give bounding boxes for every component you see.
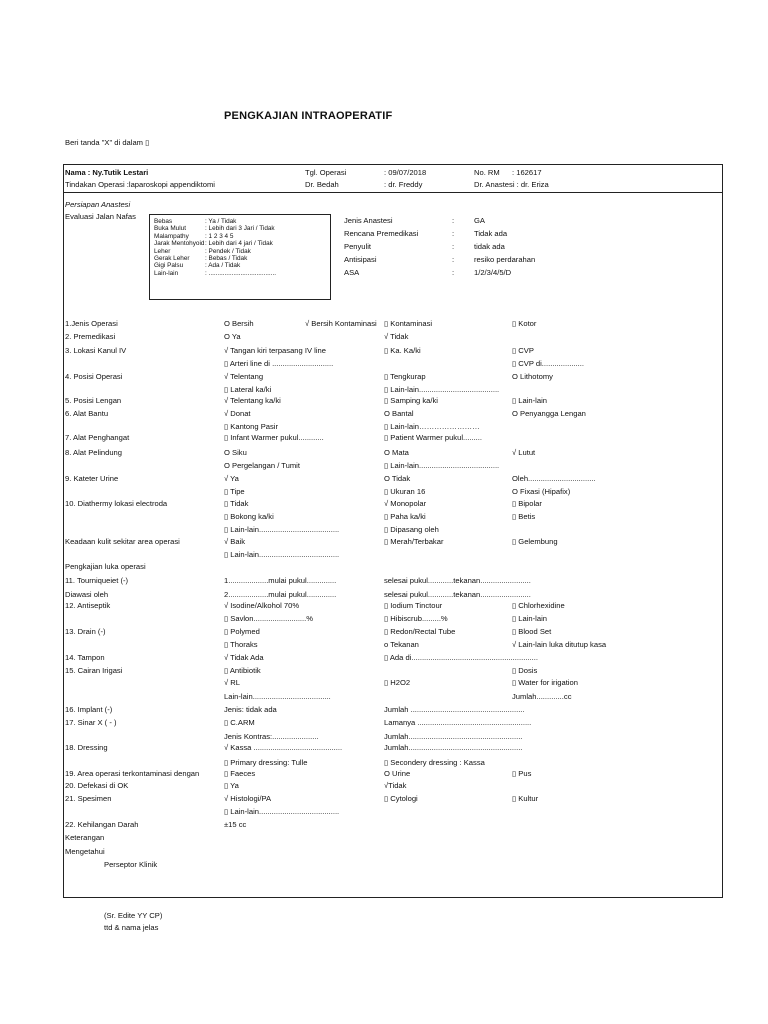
checklist-option: ▯ Tidak (224, 499, 249, 508)
airway-item-value: : Pendek / Tidak (205, 247, 251, 255)
plan-item-colon: : (452, 216, 455, 225)
checklist-option: ▯ Faeces (224, 769, 256, 778)
airway-item-label: Leher (154, 247, 171, 255)
checklist-row-label: 9. Kateter Urine (65, 474, 119, 483)
checklist-option: ▯ Dipasang oleh (384, 525, 439, 534)
checklist-option: √ Tidak Ada (224, 653, 264, 662)
checklist-row-label: 3. Lokasi Kanul IV (65, 346, 127, 355)
checklist-option: Jumlah.............cc (512, 692, 572, 701)
checklist-option: ▯ Ada di............................................................ (384, 653, 538, 662)
plan-item-value: GA (474, 216, 485, 225)
plan-item-label: Rencana Premedikasi (344, 229, 419, 238)
patient-name: Nama : Ny.Tutik Lestari (65, 168, 149, 177)
procedure-name: Tindakan Operasi :laparoskopi appendiktomi (65, 180, 215, 189)
checklist-option: ▯ Paha ka/ki (384, 512, 426, 521)
airway-item-value: : 1 2 3 4 5 (205, 232, 234, 240)
checklist-option: 2...................mulai pukul.............. (224, 590, 337, 599)
airway-item-value: : ...................................... (205, 269, 277, 277)
acknowledged-label: Mengetahui (65, 847, 105, 856)
checklist-option: ▯ Ka. Ka/ki (384, 346, 421, 355)
checklist-option: √ Monopolar (384, 499, 427, 508)
checklist-option: Jenis: tidak ada (224, 705, 277, 714)
anesthesiologist: Dr. Anastesi : dr. Eriza (474, 180, 549, 189)
checklist-option: ±15 cc (224, 820, 247, 829)
checklist-option: √ Tidak (384, 332, 409, 341)
plan-item-colon: : (452, 229, 455, 238)
instruction-text: Beri tanda "X" di dalam ▯ (65, 138, 150, 147)
surgeon-value: : dr. Freddy (384, 180, 423, 189)
header-divider (63, 192, 723, 193)
checklist-option: ▯ Lain-lain...................................... (384, 385, 500, 394)
checklist-option: O Lithotomy (512, 372, 553, 381)
checklist-option: ▯ Kontaminasi (384, 319, 433, 328)
airway-evaluation-label: Evaluasi Jalan Nafas (65, 212, 136, 221)
checklist-option: ▯ Lain-lain…………………… (384, 422, 480, 431)
checklist-option: ▯ Tipe (224, 487, 245, 496)
checklist-option: ▯ Lain-lain (512, 396, 547, 405)
checklist-row-label: 12. Antiseptik (65, 601, 111, 610)
checklist-option: O Ya (224, 332, 241, 341)
checklist-row-label: 4. Posisi Operasi (65, 372, 123, 381)
checklist-option: Jumlah...................................................... (384, 732, 523, 741)
checklist-option: ▯ Lain-lain...................................... (224, 550, 340, 559)
checklist-option: ▯ Savlon.........................% (224, 614, 314, 623)
checklist-option: ▯ Infant Warmer pukul............ (224, 433, 324, 442)
checklist-option: ▯ C.ARM (224, 718, 255, 727)
checklist-option: ▯ Merah/Terbakar (384, 537, 444, 546)
checklist-option: √ Baik (224, 537, 246, 546)
operation-date-label: Tgl. Operasi (305, 168, 347, 177)
airway-item-label: Malampathy (154, 232, 189, 240)
checklist-row-label: Pengkajian luka operasi (65, 562, 146, 571)
plan-item-colon: : (452, 255, 455, 264)
checklist-option: O Siku (224, 448, 247, 457)
airway-item-value: : Ada / Tidak (205, 262, 241, 270)
checklist-option: ▯ Chlorhexidine (512, 601, 565, 610)
checklist-option: ▯ Lain-lain...................................... (224, 525, 340, 534)
medical-record-value: : 162617 (512, 168, 542, 177)
checklist-option: √ Donat (224, 409, 251, 418)
plan-item-label: Penyulit (344, 242, 372, 251)
checklist-option: Oleh................................ (512, 474, 596, 483)
checklist-option: ▯ Lain-lain...................................... (384, 461, 500, 470)
anesthesia-prep-heading: Persiapan Anastesi (65, 200, 131, 209)
checklist-option: ▯ Kantong Pasir (224, 422, 278, 431)
checklist-option: O Tidak (384, 474, 411, 483)
checklist-option: ▯ Secondery dressing : Kassa (384, 758, 485, 767)
checklist-option: √Tidak (384, 781, 407, 790)
checklist-option: ▯ Hibiscrub.........% (384, 614, 448, 623)
checklist-row-label: 20. Defekasi di OK (65, 781, 129, 790)
airway-item-label: Bebas (154, 218, 173, 225)
checklist-row-label: 2. Premedikasi (65, 332, 116, 341)
checklist-option: ▯ Dosis (512, 666, 538, 675)
airway-item-label: Jarak Mentohyoid (154, 240, 205, 248)
checklist-option: selesai pukul............tekanan........................ (384, 590, 531, 599)
checklist-row-label: 14. Tampon (65, 653, 105, 662)
checklist-option: √ Lain-lain luka ditutup kasa (512, 640, 607, 649)
airway-item-label: Buka Mulut (154, 225, 186, 233)
plan-item-colon: : (452, 242, 455, 251)
checklist-option: ▯ Gelembung (512, 537, 558, 546)
checklist-option: √ Bersih Kontaminasi (305, 319, 377, 328)
checklist-option: ▯ Arteri line di ............................. (224, 359, 334, 368)
checklist-row-label: 19. Area operasi terkontaminasi dengan (65, 769, 200, 778)
checklist-row-label: 21. Spesimen (65, 794, 112, 803)
operation-date-value: : 09/07/2018 (384, 168, 427, 177)
checklist-option: ▯ Kultur (512, 794, 539, 803)
checklist-option: O Pergelangan / Tumit (224, 461, 300, 470)
checklist-option: ▯ Tengkurap (384, 372, 426, 381)
plan-item-value: tidak ada (474, 242, 505, 251)
checklist-option: ▯ Ya (224, 781, 239, 790)
checklist-row-label: Diawasi oleh (65, 590, 109, 599)
plan-item-label: Antisipasi (344, 255, 377, 264)
checklist-row-label: 22. Kehilangan Darah (65, 820, 139, 829)
plan-item-value: Tidak ada (474, 229, 508, 238)
checklist-option: √ Telentang ka/ki (224, 396, 281, 405)
checklist-option: ▯ Bipolar (512, 499, 542, 508)
checklist-option: √ Isodine/Alkohol 70% (224, 601, 300, 610)
checklist-row-label: 6. Alat Bantu (65, 409, 109, 418)
checklist-option: ▯ Water for irigation (512, 678, 578, 687)
checklist-option: O Penyangga Lengan (512, 409, 586, 418)
checklist-option: ▯ Lain-lain...................................... (224, 807, 340, 816)
checklist-option: 1...................mulai pukul.............. (224, 576, 337, 585)
airway-item-value: : Ya / Tidak (205, 218, 237, 225)
checklist-option: ▯ Samping ka/ki (384, 396, 438, 405)
checklist-row-label: 15. Cairan Irigasi (65, 666, 123, 675)
plan-item-label: ASA (344, 268, 360, 277)
checklist-option: √ Ya (224, 474, 239, 483)
checklist-option: Jumlah ...................................................... (384, 705, 525, 714)
checklist-option: ▯ Thoraks (224, 640, 258, 649)
checklist-option: ▯ Pus (512, 769, 532, 778)
checklist-option: ▯ H2O2 (384, 678, 411, 687)
checklist-option: √ Lutut (512, 448, 536, 457)
checklist-option: √ Tangan kiri terpasang IV line (224, 346, 326, 355)
checklist-row-label: 5. Posisi Lengan (65, 396, 122, 405)
checklist-row-label: 10. Diathermy lokasi electroda (65, 499, 168, 508)
checklist-option: Jenis Kontras:...................... (224, 732, 319, 741)
form-title: PENGKAJIAN INTRAOPERATIF (224, 110, 393, 122)
checklist-option: ▯ Primary dressing: Tulle (224, 758, 308, 767)
checklist-option: ▯ CVP (512, 346, 534, 355)
medical-record-label: No. RM (474, 168, 500, 177)
checklist-option: ▯ Antibiotik (224, 666, 261, 675)
checklist-option: ▯ Kotor (512, 319, 537, 328)
checklist-option: ▯ Lain-lain (512, 614, 547, 623)
checklist-row-label: 13. Drain (-) (65, 627, 106, 636)
checklist-option: ▯ Patient Warmer pukul......... (384, 433, 483, 442)
checklist-option: √ RL (224, 678, 240, 687)
plan-item-value: resiko perdarahan (474, 255, 536, 264)
airway-item-value: : Lebih dari 4 jari / Tidak (205, 240, 273, 248)
checklist-option: O Bersih (224, 319, 254, 328)
checklist-row-label: 8. Alat Pelindung (65, 448, 122, 457)
checklist-option: Jumlah...................................................... (384, 743, 523, 752)
airway-item-label: Gigi Palsu (154, 262, 184, 270)
airway-item-label: Lain-lain (154, 269, 179, 277)
checklist-option: Lain-lain..................................... (224, 692, 331, 701)
preceptor-name: (Sr. Edite YY CP) (104, 911, 163, 920)
checklist-option: selesai pukul............tekanan........................ (384, 576, 531, 585)
airway-item-value: : Bebas / Tidak (205, 255, 248, 262)
checklist-row-label: 7. Alat Penghangat (65, 433, 130, 442)
signature-caption: ttd & nama jelas (104, 923, 159, 932)
checklist-row-label: Keadaan kulit sekitar area operasi (65, 537, 180, 546)
airway-item-label: Gerak Leher (154, 255, 190, 262)
checklist-option: ▯ Cytologi (384, 794, 418, 803)
checklist-option: ▯ CVP di.................... (512, 359, 584, 368)
checklist-option: Lamanya ...................................................... (384, 718, 532, 727)
preceptor-label: Perseptor Klinik (104, 860, 158, 869)
checklist-option: ▯ Blood Set (512, 627, 552, 636)
checklist-option: ▯ Polymed (224, 627, 260, 636)
checklist-option: √ Telentang (224, 372, 264, 381)
checklist-option: √ Kassa .......................................... (224, 743, 343, 752)
checklist-option: ▯ Iodium Tinctour (384, 601, 443, 610)
checklist-row-label: 11. Tourniqueiet (-) (65, 576, 129, 585)
plan-item-value: 1/2/3/4/5/D (474, 268, 512, 277)
checklist-row-label: 17. Sinar X ( - ) (65, 718, 117, 727)
checklist-option: ▯ Ukuran 16 (384, 487, 426, 496)
plan-item-colon: : (452, 268, 455, 277)
checklist-option: o Tekanan (384, 640, 419, 649)
checklist-option: ▯ Bokong ka/ki (224, 512, 274, 521)
checklist-row-label: 18. Dressing (65, 743, 108, 752)
surgeon-label: Dr. Bedah (305, 180, 339, 189)
checklist-option: O Urine (384, 769, 411, 778)
checklist-option: O Bantal (384, 409, 414, 418)
checklist-option: O Fixasi (Hipafix) (512, 487, 571, 496)
airway-item-value: : Lebih dari 3 Jari / Tidak (205, 225, 275, 233)
checklist-option: ▯ Betis (512, 512, 536, 521)
checklist-option: √ Histologi/PA (224, 794, 272, 803)
checklist-row-label: 1.Jenis Operasi (65, 319, 118, 328)
checklist-option: ▯ Redon/Rectal Tube (384, 627, 456, 636)
checklist-row-label: 16. Implant (-) (65, 705, 113, 714)
checklist-option: O Mata (384, 448, 409, 457)
plan-item-label: Jenis Anastesi (344, 216, 393, 225)
checklist-row-label: Keterangan (65, 833, 105, 842)
checklist-option: ▯ Lateral ka/ki (224, 385, 272, 394)
